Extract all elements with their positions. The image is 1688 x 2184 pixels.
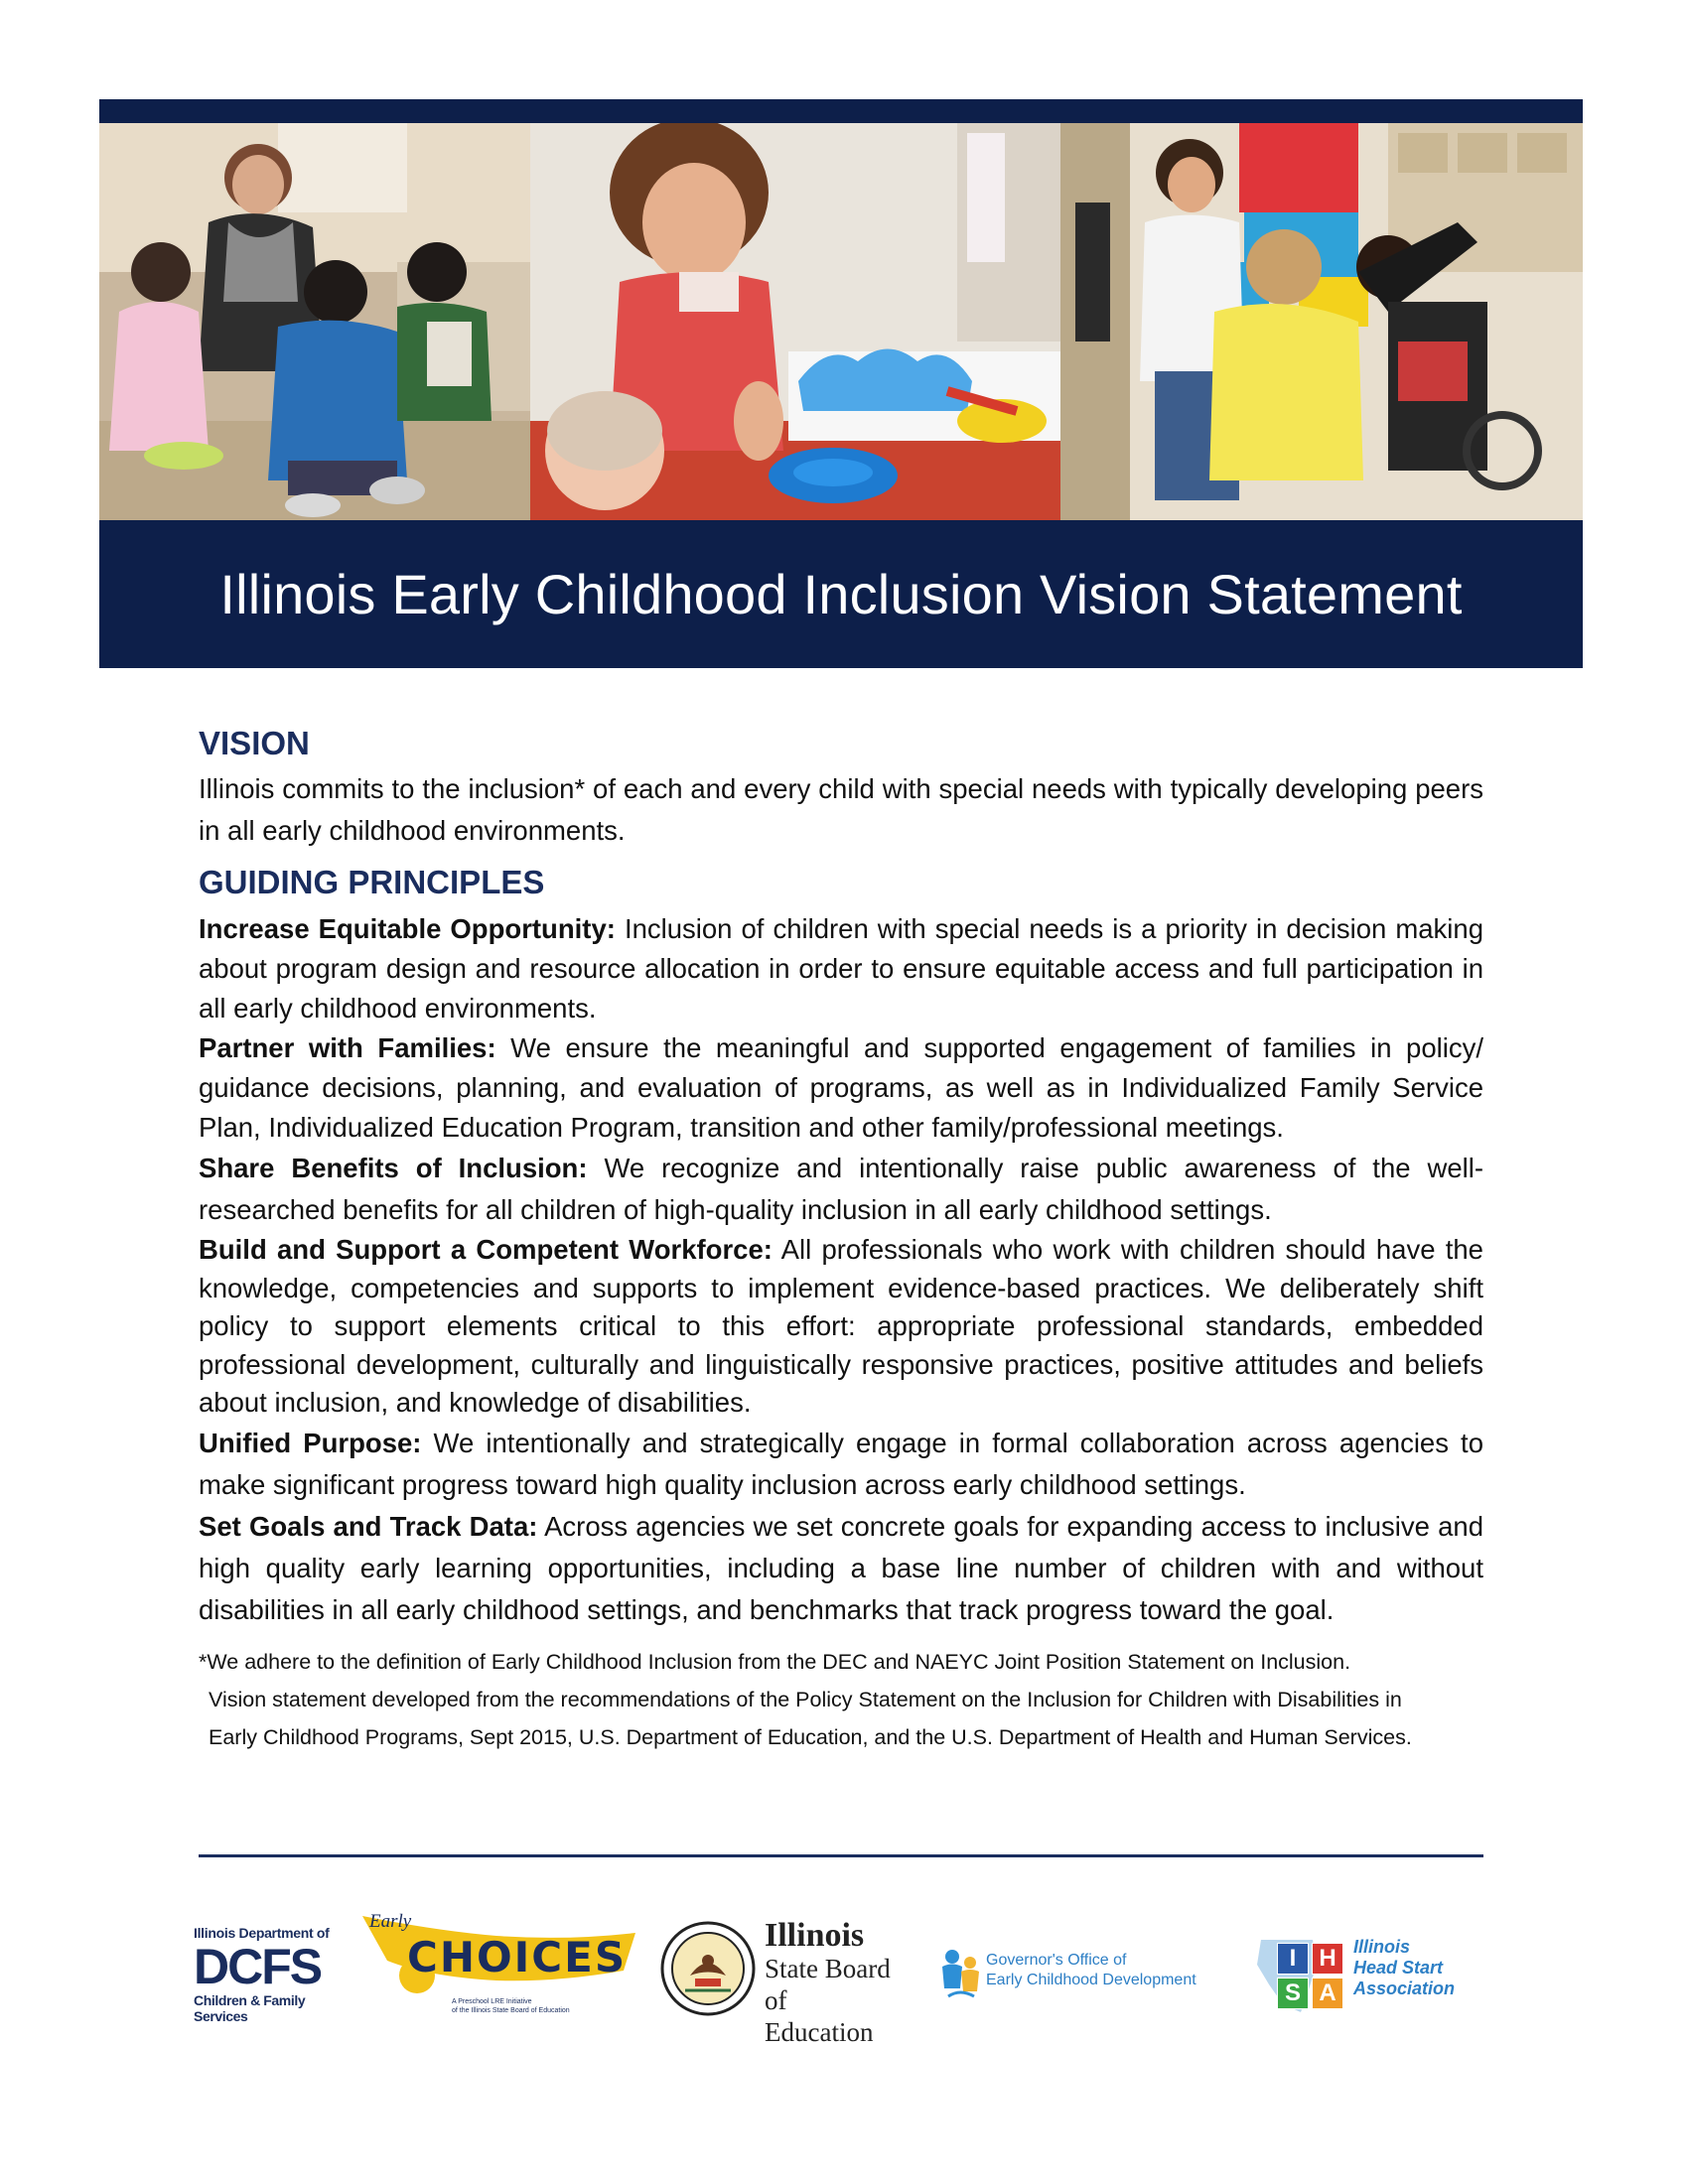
ihsa-logo-line-2: Head Start bbox=[1353, 1958, 1444, 1978]
classroom-circle-time-photo bbox=[99, 123, 530, 520]
principle-text: All professionals who work with children should have the knowledge, competencies and supports to implement evidence-based practices. We deliberately shift policy to support elements critical to this effort: appropriate professional standards, embedded professional development, culturally and linguistically responsive practices, positive attitudes and beliefs about inclusion, and knowledge of disabilities. bbox=[199, 1234, 1483, 1418]
ihsa-logo-line-1: Illinois bbox=[1353, 1937, 1411, 1957]
photo-strip bbox=[99, 123, 1583, 520]
isbe-logo-line-3: Education bbox=[765, 2017, 874, 2047]
early-choices-tagline-2: of the Illinois State Board of Education bbox=[452, 2007, 570, 2014]
principle-term: Set Goals and Track Data: bbox=[199, 1510, 538, 1542]
ihsa-logo-line-3: Association bbox=[1353, 1979, 1456, 1998]
title-bar bbox=[99, 520, 1583, 668]
illinois-state-seal-icon bbox=[660, 1921, 756, 2016]
early-choices-logo bbox=[357, 1911, 640, 2035]
ihsa-block-h: H bbox=[1312, 1943, 1343, 1975]
principle-item bbox=[199, 1231, 1483, 1423]
source-note-line-1: Vision statement developed from the recommendations of the Policy Statement on the Inclusion for Children with Disabilities in bbox=[209, 1687, 1402, 1711]
vision-text: Illinois commits to the inclusion* of each and every child with special needs with typically developing peers in all early childhood environments. bbox=[199, 773, 1483, 846]
girl-playing-with-dishes-photo bbox=[530, 123, 1060, 520]
goecd-figures-icon bbox=[938, 1947, 982, 2000]
ihsa-letter-blocks bbox=[1277, 1943, 1346, 2009]
main-content bbox=[199, 721, 1483, 1756]
principle-term: Share Benefits of Inclusion: bbox=[199, 1153, 588, 1183]
principle-text: We recognize and intentionally raise public awareness of the well-researched benefits for all children of high-quality inclusion in all early childhood settings. bbox=[199, 1153, 1483, 1225]
ihsa-logo bbox=[1251, 1929, 1494, 2023]
boys-stacking-blocks-photo bbox=[1060, 123, 1583, 520]
goecd-logo-line-2: Early Childhood Development bbox=[986, 1972, 1196, 1988]
goecd-logo-line-1: Governor's Office of bbox=[986, 1952, 1127, 1969]
inclusion-footnote: *We adhere to the definition of Early Childhood Inclusion from the DEC and NAEYC Joint Position Statement on Inclusion. bbox=[199, 1649, 1351, 1674]
dcfs-logo-bottom: Children & Family Services bbox=[194, 1992, 306, 2024]
principle-term: Partner with Families: bbox=[199, 1032, 496, 1063]
partner-logos bbox=[194, 1911, 1494, 2047]
principle-text: We intentionally and strategically engage in formal collaboration across agencies to make significant progress toward high quality inclusion across early childhood settings. bbox=[199, 1427, 1483, 1500]
goecd-logo bbox=[938, 1941, 1236, 2010]
isbe-logo bbox=[660, 1911, 918, 2047]
principle-term: Increase Equitable Opportunity: bbox=[199, 913, 616, 944]
isbe-logo-line-1: Illinois bbox=[765, 1917, 865, 1954]
principle-item bbox=[199, 1506, 1483, 1631]
principle-text: Across agencies we set concrete goals for expanding access to inclusive and high quality early learning opportunities, including a base line number of children with and without disabilities in all early childhood settings, and benchmarks that track progress toward the goal. bbox=[199, 1510, 1483, 1625]
dcfs-logo bbox=[194, 1925, 352, 2024]
early-choices-early: Early bbox=[369, 1911, 412, 1932]
page-title: Illinois Early Childhood Inclusion Vision Statement bbox=[219, 563, 1463, 625]
principle-item bbox=[199, 909, 1483, 1028]
vision-heading: VISION bbox=[199, 725, 310, 761]
principle-term: Unified Purpose: bbox=[199, 1427, 422, 1458]
principle-text: Inclusion of children with special needs is a priority in decision making about program design and resource allocation in order to ensure equitable access and full participation in all early childhood environments. bbox=[199, 913, 1483, 1024]
early-choices-main: CHOICES bbox=[407, 1933, 628, 1981]
ihsa-block-s: S bbox=[1277, 1978, 1309, 2009]
source-note-line-2: Early Childhood Programs, Sept 2015, U.S. Department of Education, and the U.S. Department of Health and Human Services. bbox=[209, 1724, 1412, 1749]
early-choices-tagline-1: A Preschool LRE Initiative bbox=[452, 1998, 532, 2005]
header-banner bbox=[99, 99, 1583, 668]
dcfs-logo-main: DCFS bbox=[194, 1939, 322, 1994]
principle-item bbox=[199, 1423, 1483, 1506]
isbe-logo-line-2: State Board of bbox=[765, 1954, 891, 2015]
ihsa-block-i: I bbox=[1277, 1943, 1309, 1975]
principle-term: Build and Support a Competent Workforce: bbox=[199, 1234, 773, 1265]
dcfs-logo-top: Illinois Department of bbox=[194, 1925, 330, 1941]
footer-divider bbox=[199, 1854, 1483, 1857]
principle-text: We ensure the meaningful and supported engagement of families in policy/ guidance decisions, planning, and evaluation of programs, as well as in Individualized Family Service Plan, Individualized Education Program, transition and other family/professional meetings. bbox=[199, 1032, 1483, 1143]
principle-item bbox=[199, 1148, 1483, 1231]
guiding-principles-heading: GUIDING PRINCIPLES bbox=[199, 864, 545, 900]
ihsa-block-a: A bbox=[1312, 1978, 1343, 2009]
principle-item bbox=[199, 1028, 1483, 1148]
